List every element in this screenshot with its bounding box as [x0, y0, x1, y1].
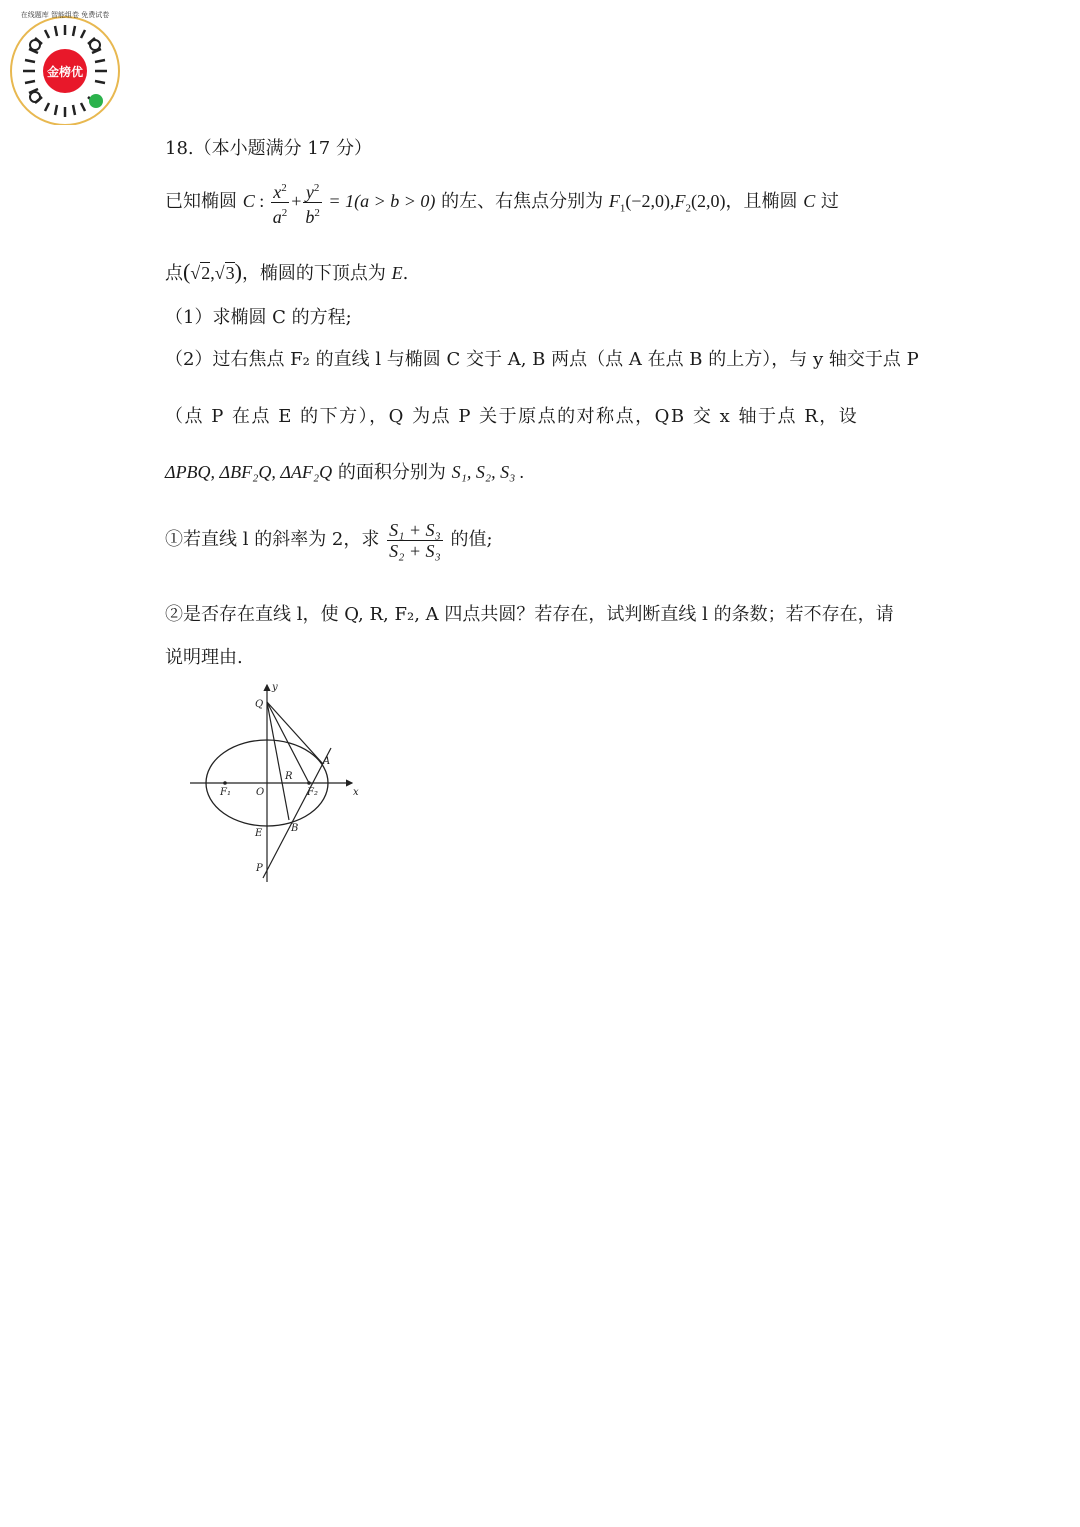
question-2-cont: 说明理由. — [165, 647, 243, 668]
sqrt-3: 3 — [225, 263, 235, 283]
problem-point-line: 点(√2,√3)，椭圆的下顶点为 E. — [165, 259, 409, 284]
logo-name: 金榜优 — [46, 65, 84, 79]
point-comma: , — [210, 263, 215, 283]
point-open: ( — [183, 259, 191, 284]
q1-numerator: S₁ + S₃ — [389, 519, 441, 540]
x-var: x — [273, 181, 282, 202]
logo-arc-text: 在线题库 智能组卷 免费试卷 — [20, 11, 110, 19]
focus-f1: F — [608, 191, 620, 211]
label-y: y — [272, 682, 278, 693]
problem-intro-line: 已知椭圆 C : $\frac{x^2}{a^2}$ + $\frac{y^2}{b^2}$ = 1(a > b > 0) 的左、右焦点分别为 $F_1(-2,0),F_2(2,0)$，且椭圆 C 过 — [165, 176, 839, 234]
point-f1 — [223, 781, 227, 785]
intro-text-1: 已知椭圆 — [165, 191, 237, 212]
question-2: ②是否存在直线 l，使 Q, R, F₂, A 四点共圆？若存在，试判断直线 l 的条数；若不存在，请 — [165, 604, 894, 625]
point-post: ，椭圆的下顶点为 — [241, 263, 392, 284]
fraction-y: $\frac{y^2}{b^2}$ — [303, 178, 322, 227]
figure-svg — [185, 675, 370, 885]
label-p: P — [256, 863, 263, 874]
sqrt-2: 2 — [201, 263, 211, 283]
question-1 — [165, 512, 493, 568]
point-close: ) — [234, 259, 242, 284]
q1-pre: ①若直线 l 的斜率为 2，求 — [165, 529, 386, 550]
ellipse-name: C — [242, 191, 255, 211]
y-var: y — [305, 181, 314, 202]
areas-symbols: S₁, S₂, S₃ . — [451, 462, 525, 482]
label-a: A — [323, 756, 331, 767]
intro-text-2: 的左、右焦点分别为 — [435, 191, 609, 212]
intro-text-3: ，且椭圆 — [725, 191, 804, 212]
b-var: b — [305, 206, 315, 227]
focus-f1-coords: (−2,0), — [625, 191, 675, 211]
q1-post: 的值; — [444, 529, 493, 550]
point-pre: 点 — [165, 263, 183, 284]
label-f2: F₂ — [307, 787, 318, 798]
equation-condition: = 1(a > b > 0) — [323, 191, 436, 211]
colon: : — [254, 191, 269, 211]
part-2-line-c — [165, 458, 524, 484]
ellipse-figure — [185, 675, 370, 885]
plus-sign: + — [291, 191, 302, 211]
label-o: O — [256, 787, 265, 798]
areas-text: 的面积分别为 — [332, 462, 452, 483]
problem-header: 18.（本小题满分 17 分） — [165, 138, 372, 159]
point-f2 — [307, 781, 311, 785]
focus-f2: F — [674, 191, 686, 211]
point-period: . — [402, 263, 409, 284]
label-e: E — [255, 828, 263, 839]
line-l — [263, 748, 331, 878]
a-var: a — [272, 206, 282, 227]
segment-qb — [267, 702, 289, 820]
label-q: Q — [255, 699, 264, 710]
label-f1: F₁ — [220, 787, 231, 798]
vertex-e: E — [391, 263, 403, 283]
logo — [5, 5, 125, 125]
part-2-line-b: （点 P 在点 E 的下方），Q 为点 P 关于原点的对称点，QB 交 x 轴于点 R，设 — [165, 406, 859, 427]
part-1: （1）求椭圆 C 的方程; — [165, 307, 352, 328]
triangles: ΔPBQ, ΔBF₂Q, ΔAF₂Q — [165, 462, 333, 482]
q1-denominator: S₂ + S₃ — [389, 540, 441, 561]
q1-fraction — [387, 520, 443, 561]
fraction-x: $\frac{x^2}{a^2}$ — [271, 178, 290, 227]
qr-code-logo — [5, 5, 125, 125]
focus-f2-coords: (2,0) — [690, 191, 726, 211]
part-2-line-a: （2）过右焦点 F₂ 的直线 l 与椭圆 C 交于 A, B 两点（点 A 在点 B 的上方），与 y 轴交于点 P — [165, 349, 919, 370]
label-r: R — [285, 771, 293, 782]
ellipse-name-2: C — [803, 191, 816, 211]
label-x: x — [353, 787, 359, 798]
intro-text-4: 过 — [815, 191, 839, 212]
label-b: B — [291, 823, 299, 834]
